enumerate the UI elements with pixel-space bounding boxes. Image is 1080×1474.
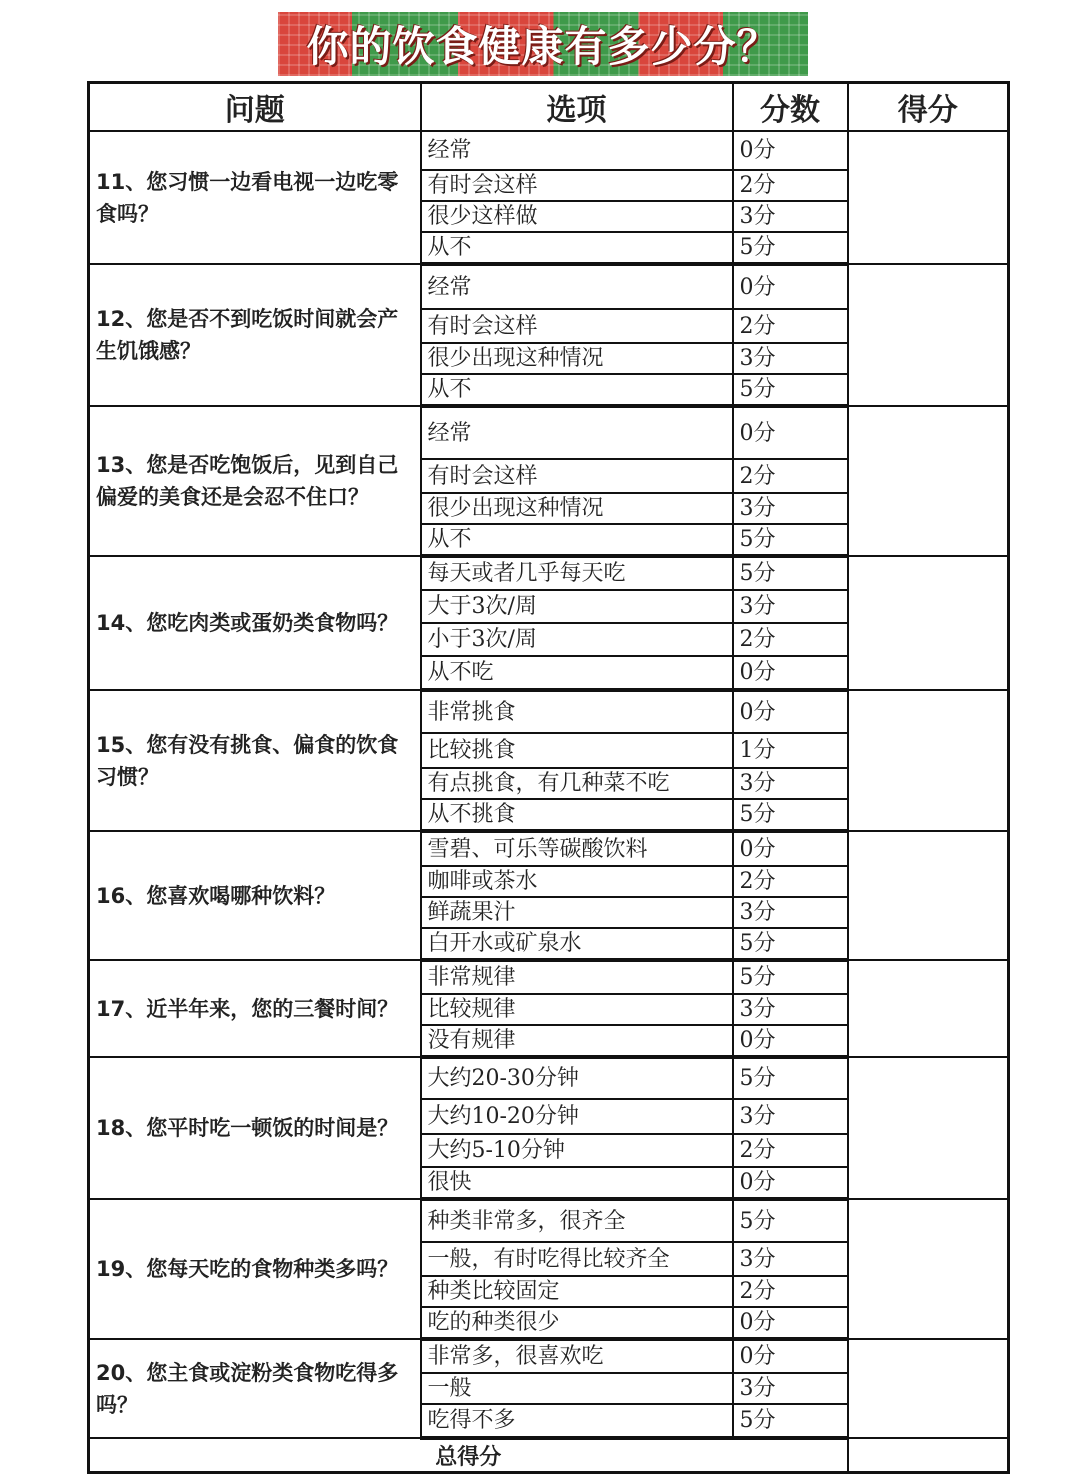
option-label: 很少出现这种情况	[421, 343, 733, 374]
option-label: 很快	[421, 1167, 733, 1199]
header-score: 得分	[848, 83, 1009, 132]
option-row	[89, 831, 1009, 866]
header-row	[89, 83, 1009, 132]
option-points: 3分	[733, 1373, 848, 1404]
option-points: 0分	[733, 1339, 848, 1373]
question-text: 12、您是否不到吃饭时间就会产生饥饿感？	[89, 264, 421, 406]
option-points: 5分	[733, 524, 848, 556]
option-label: 每天或者几乎每天吃	[421, 556, 733, 590]
option-label: 从不吃	[421, 656, 733, 690]
score-input-cell[interactable]	[848, 690, 1009, 831]
question-text: 13、您是否吃饱饭后，见到自己偏爱的美食还是会忍不住口？	[89, 406, 421, 556]
total-row	[89, 1438, 1009, 1473]
option-label: 从不挑食	[421, 799, 733, 831]
score-input-cell[interactable]	[848, 831, 1009, 960]
option-points: 3分	[733, 493, 848, 524]
option-label: 经常	[421, 264, 733, 309]
option-label: 有时会这样	[421, 309, 733, 343]
option-label: 经常	[421, 131, 733, 170]
option-points: 5分	[733, 1199, 848, 1242]
option-points: 3分	[733, 994, 848, 1025]
option-points: 2分	[733, 459, 848, 493]
option-points: 3分	[733, 1242, 848, 1276]
option-label: 大约20-30分钟	[421, 1057, 733, 1099]
option-label: 有时会这样	[421, 170, 733, 201]
option-label: 比较挑食	[421, 733, 733, 768]
option-points: 5分	[733, 556, 848, 590]
option-label: 非常规律	[421, 960, 733, 994]
option-label: 从不	[421, 524, 733, 556]
score-input-cell[interactable]	[848, 406, 1009, 556]
option-points: 0分	[733, 831, 848, 866]
option-points: 5分	[733, 1057, 848, 1099]
option-points: 2分	[733, 1276, 848, 1307]
option-points: 2分	[733, 1134, 848, 1167]
score-input-cell[interactable]	[848, 1057, 1009, 1199]
option-label: 一般，有时吃得比较齐全	[421, 1242, 733, 1276]
option-points: 5分	[733, 1404, 848, 1438]
option-label: 小于3次/周	[421, 623, 733, 656]
option-label: 咖啡或茶水	[421, 866, 733, 897]
option-label: 经常	[421, 406, 733, 459]
option-points: 3分	[733, 201, 848, 232]
option-label: 雪碧、可乐等碳酸饮料	[421, 831, 733, 866]
option-label: 白开水或矿泉水	[421, 928, 733, 960]
option-label: 吃的种类很少	[421, 1307, 733, 1339]
option-label: 从不	[421, 232, 733, 264]
option-points: 3分	[733, 768, 848, 799]
quiz-body	[89, 131, 1009, 1438]
option-row	[89, 131, 1009, 170]
option-points: 2分	[733, 623, 848, 656]
header-points: 分数	[733, 83, 848, 132]
option-label: 有时会这样	[421, 459, 733, 493]
score-input-cell[interactable]	[848, 264, 1009, 406]
option-row	[89, 264, 1009, 309]
option-points: 3分	[733, 1099, 848, 1134]
option-label: 从不	[421, 374, 733, 406]
option-points: 0分	[733, 656, 848, 690]
option-points: 5分	[733, 374, 848, 406]
option-label: 一般	[421, 1373, 733, 1404]
option-label: 比较规律	[421, 994, 733, 1025]
score-input-cell[interactable]	[848, 131, 1009, 264]
title-banner	[278, 12, 808, 76]
option-label: 吃得不多	[421, 1404, 733, 1438]
option-points: 2分	[733, 309, 848, 343]
option-points: 0分	[733, 264, 848, 309]
score-input-cell[interactable]	[848, 960, 1009, 1057]
option-points: 0分	[733, 690, 848, 733]
question-text: 18、您平时吃一顿饭的时间是？	[89, 1057, 421, 1199]
option-points: 0分	[733, 406, 848, 459]
question-text: 11、您习惯一边看电视一边吃零食吗？	[89, 131, 421, 264]
header-option: 选项	[421, 83, 733, 132]
option-points: 2分	[733, 170, 848, 201]
option-row	[89, 1057, 1009, 1099]
option-label: 很少这样做	[421, 201, 733, 232]
option-label: 大于3次/周	[421, 590, 733, 623]
option-points: 1分	[733, 733, 848, 768]
option-label: 大约10-20分钟	[421, 1099, 733, 1134]
header-question: 问题	[89, 83, 421, 132]
option-label: 很少出现这种情况	[421, 493, 733, 524]
option-row	[89, 690, 1009, 733]
option-points: 3分	[733, 897, 848, 928]
option-row	[89, 1339, 1009, 1373]
option-points: 5分	[733, 799, 848, 831]
question-text: 19、您每天吃的食物种类多吗？	[89, 1199, 421, 1339]
option-label: 没有规律	[421, 1025, 733, 1057]
option-points: 5分	[733, 928, 848, 960]
option-label: 非常挑食	[421, 690, 733, 733]
total-label: 总得分	[89, 1438, 848, 1473]
option-row	[89, 1199, 1009, 1242]
question-text: 15、您有没有挑食、偏食的饮食习惯？	[89, 690, 421, 831]
question-text: 20、您主食或淀粉类食物吃得多吗？	[89, 1339, 421, 1438]
question-text: 14、您吃肉类或蛋奶类食物吗？	[89, 556, 421, 690]
option-label: 有点挑食，有几种菜不吃	[421, 768, 733, 799]
option-label: 大约5-10分钟	[421, 1134, 733, 1167]
option-label: 种类非常多，很齐全	[421, 1199, 733, 1242]
option-label: 非常多，很喜欢吃	[421, 1339, 733, 1373]
option-points: 5分	[733, 232, 848, 264]
option-label: 种类比较固定	[421, 1276, 733, 1307]
option-label: 鲜蔬果汁	[421, 897, 733, 928]
score-input-cell[interactable]	[848, 1199, 1009, 1339]
question-text: 17、近半年来，您的三餐时间？	[89, 960, 421, 1057]
option-points: 2分	[733, 866, 848, 897]
option-points: 0分	[733, 1167, 848, 1199]
score-input-cell[interactable]	[848, 1339, 1009, 1438]
option-row	[89, 406, 1009, 459]
option-row	[89, 556, 1009, 590]
option-points: 3分	[733, 590, 848, 623]
option-points: 0分	[733, 1025, 848, 1057]
total-score-cell[interactable]	[848, 1438, 1009, 1473]
option-row	[89, 960, 1009, 994]
option-points: 0分	[733, 131, 848, 170]
page-title: 你的饮食健康有多少分？	[306, 22, 780, 71]
score-input-cell[interactable]	[848, 556, 1009, 690]
quiz-table	[87, 81, 1010, 1474]
option-points: 5分	[733, 960, 848, 994]
option-points: 0分	[733, 1307, 848, 1339]
question-text: 16、您喜欢喝哪种饮料？	[89, 831, 421, 960]
option-points: 3分	[733, 343, 848, 374]
